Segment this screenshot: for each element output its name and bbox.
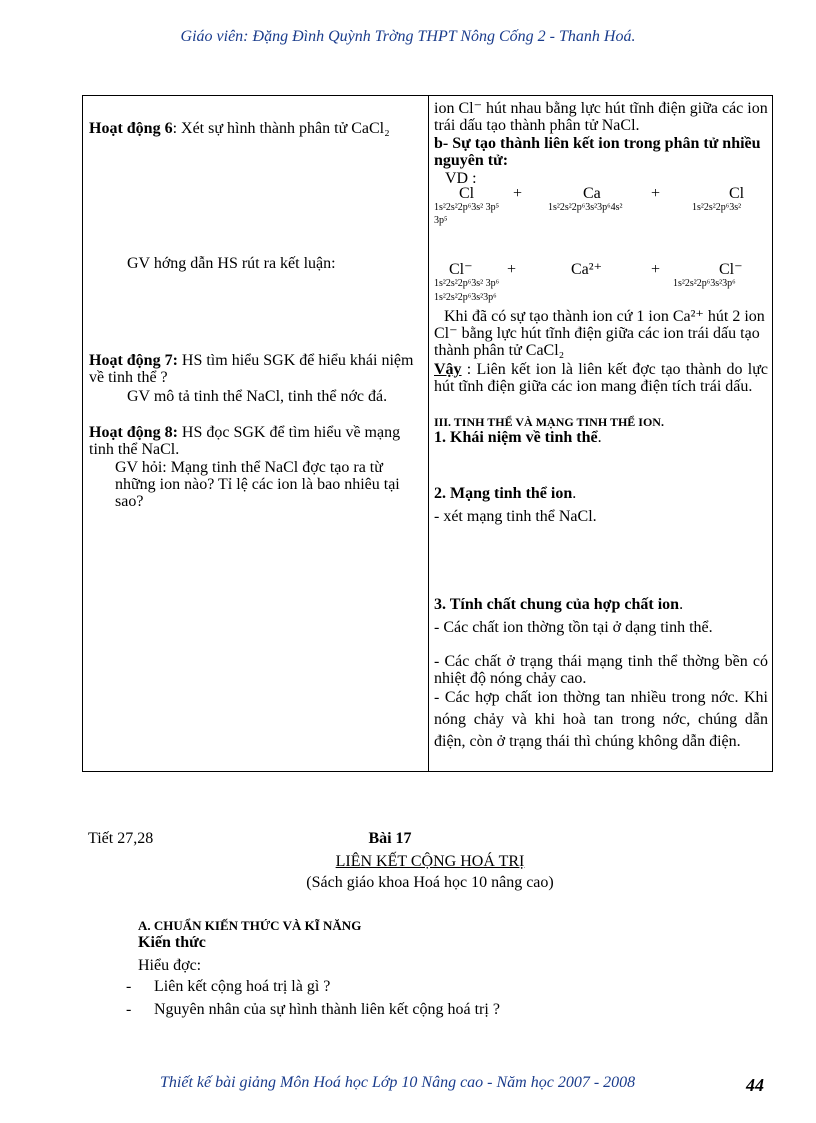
hd7-label: Hoạt động 7: [89, 352, 178, 369]
hd7-gv: GV mô tả tinh thể NaCl, tinh thể nớc đá. [127, 388, 388, 405]
hd7-block [89, 352, 419, 386]
list-item: - Liên kết cộng hoá trị là gì ? [126, 978, 331, 995]
eq2-ca: Ca²⁺ [571, 261, 603, 278]
eq2-config-1: 1s²2s²2p⁶3s² 3p⁶ [434, 278, 500, 289]
page-header: Giáo viên: Đặng Đình Quỳnh Trờng THPT Nông Cống 2 - Thanh Hoá. [180, 28, 636, 45]
eq2-plus2: + [651, 261, 661, 278]
sec3-3-item-2: - Các chất ở trạng thái mạng tinh thể thờng bền có nhiệt độ nóng chảy cao. [434, 653, 768, 687]
hd8-block [89, 424, 419, 458]
sec3-3: 3. Tính chất chung của hợp chất ion. [434, 596, 684, 613]
right-p1: ion Cl⁻ hút nhau bằng lực hút tĩnh điện giữa các ion trái dấu tạo thành phân tử NaCl. [434, 100, 768, 134]
vay-text: : Liên kết ion là liên kết đợc tạo thành do lực hút tĩnh điện giữa các ion mang điện tích trái dấu. [434, 361, 768, 395]
eq1-cl2: Cl [729, 185, 745, 202]
hieu-duoc: Hiểu đợc: [138, 957, 202, 974]
sec3-3-item-3: - Các hợp chất ion thờng tan nhiều trong nớc. Khi nóng chảy và khi hoà tan trong nớc, chúng dẫn điện, còn ở trạng thái thì chúng không dẫn điện. [434, 689, 768, 750]
page-number: 44 [746, 1075, 764, 1095]
hd8-label: Hoạt động 8: [89, 424, 178, 441]
hd6-block [89, 120, 419, 137]
table-column-divider [428, 96, 429, 771]
eq1-plus2: + [651, 185, 661, 202]
lesson-number: Bài 17 [368, 830, 412, 847]
hd8-gv: GV hỏi: Mạng tinh thể NaCl đợc tạo ra từ những ion nào? Tỉ lệ các ion là bao nhiêu tại sao? [115, 459, 400, 510]
sec3-title: III. TINH THỂ VÀ MẠNG TINH THỂ ION. [434, 415, 664, 429]
section-a-heading: A. CHUẨN KIẾN THỨC VÀ KĨ NĂNG [138, 918, 362, 933]
right-p2: Khi đã có sự tạo thành ion cứ 1 ion Ca²⁺ hút 2 ion Cl⁻ bằng lực hút tĩnh điện giữa các ion trái dấu tạo thành phân tử CaCl₂ [434, 308, 765, 359]
eq1-cl1: Cl [459, 185, 475, 202]
eq2-plus1: + [507, 261, 517, 278]
eq2-config-4: 1s²2s²2p⁶3s²3p⁶ [434, 292, 497, 303]
sec3-2: 2. Mạng tinh thể ion. [434, 485, 577, 502]
gv-guide: GV hớng dẫn HS rút ra kết luận: [127, 255, 336, 272]
eq1-config-1: 1s²2s²2p⁶3s² 3p⁵ [434, 202, 500, 213]
list-item: - Nguyên nhân của sự hình thành liên kết cộng hoá trị ? [126, 1001, 500, 1018]
sec3-2-item: - xét mạng tinh thể NaCl. [434, 508, 597, 525]
sec3-3-item-1: - Các chất ion thờng tồn tại ở dạng tinh thể. [434, 619, 713, 636]
eq2-config-3: 1s²2s²2p⁶3s²3p⁶ [673, 278, 736, 289]
lesson-subtitle: (Sách giáo khoa Hoá học 10 nâng cao) [306, 874, 554, 891]
right-conclusion [434, 361, 768, 395]
lesson-title: LIÊN KẾT CỘNG HOÁ TRỊ [335, 853, 525, 870]
right-b-heading: b- Sự tạo thành liên kết ion trong phân tử nhiều nguyên tử: [434, 135, 761, 169]
eq2-cl2: Cl⁻ [719, 261, 743, 278]
kien-thuc-heading: Kiến thức [138, 934, 206, 951]
hd6-label: Hoạt động 6 [89, 120, 173, 137]
eq1-plus1: + [513, 185, 523, 202]
hd7-text: HS tìm hiểu SGK để hiểu khái niệm về tinh thể ? [89, 352, 414, 386]
eq1-config-2: 1s²2s²2p⁶3s²3p⁶4s² [548, 202, 623, 213]
lesson-period: Tiết 27,28 [88, 830, 154, 847]
eq1-config-3: 1s²2s²2p⁶3s² [692, 202, 742, 213]
hd6-text: : Xét sự hình thành phân tử CaCl₂ [172, 120, 390, 137]
hd8-text: HS đọc SGK để tìm hiểu về mạng tinh thể NaCl. [89, 424, 401, 458]
eq2-cl1: Cl⁻ [449, 261, 473, 278]
eq1-ca: Ca [583, 185, 601, 202]
lesson-table [82, 95, 773, 772]
page-footer: Thiết kế bài giảng Môn Hoá học Lớp 10 Nâng cao - Năm học 2007 - 2008 [160, 1074, 636, 1091]
right-vd: VD : [445, 170, 477, 187]
eq1-config-3b: 3p⁵ [434, 215, 448, 226]
sec3-1: 1. Khái niệm về tinh thể. [434, 429, 602, 446]
vay-label: Vậy [434, 361, 462, 378]
